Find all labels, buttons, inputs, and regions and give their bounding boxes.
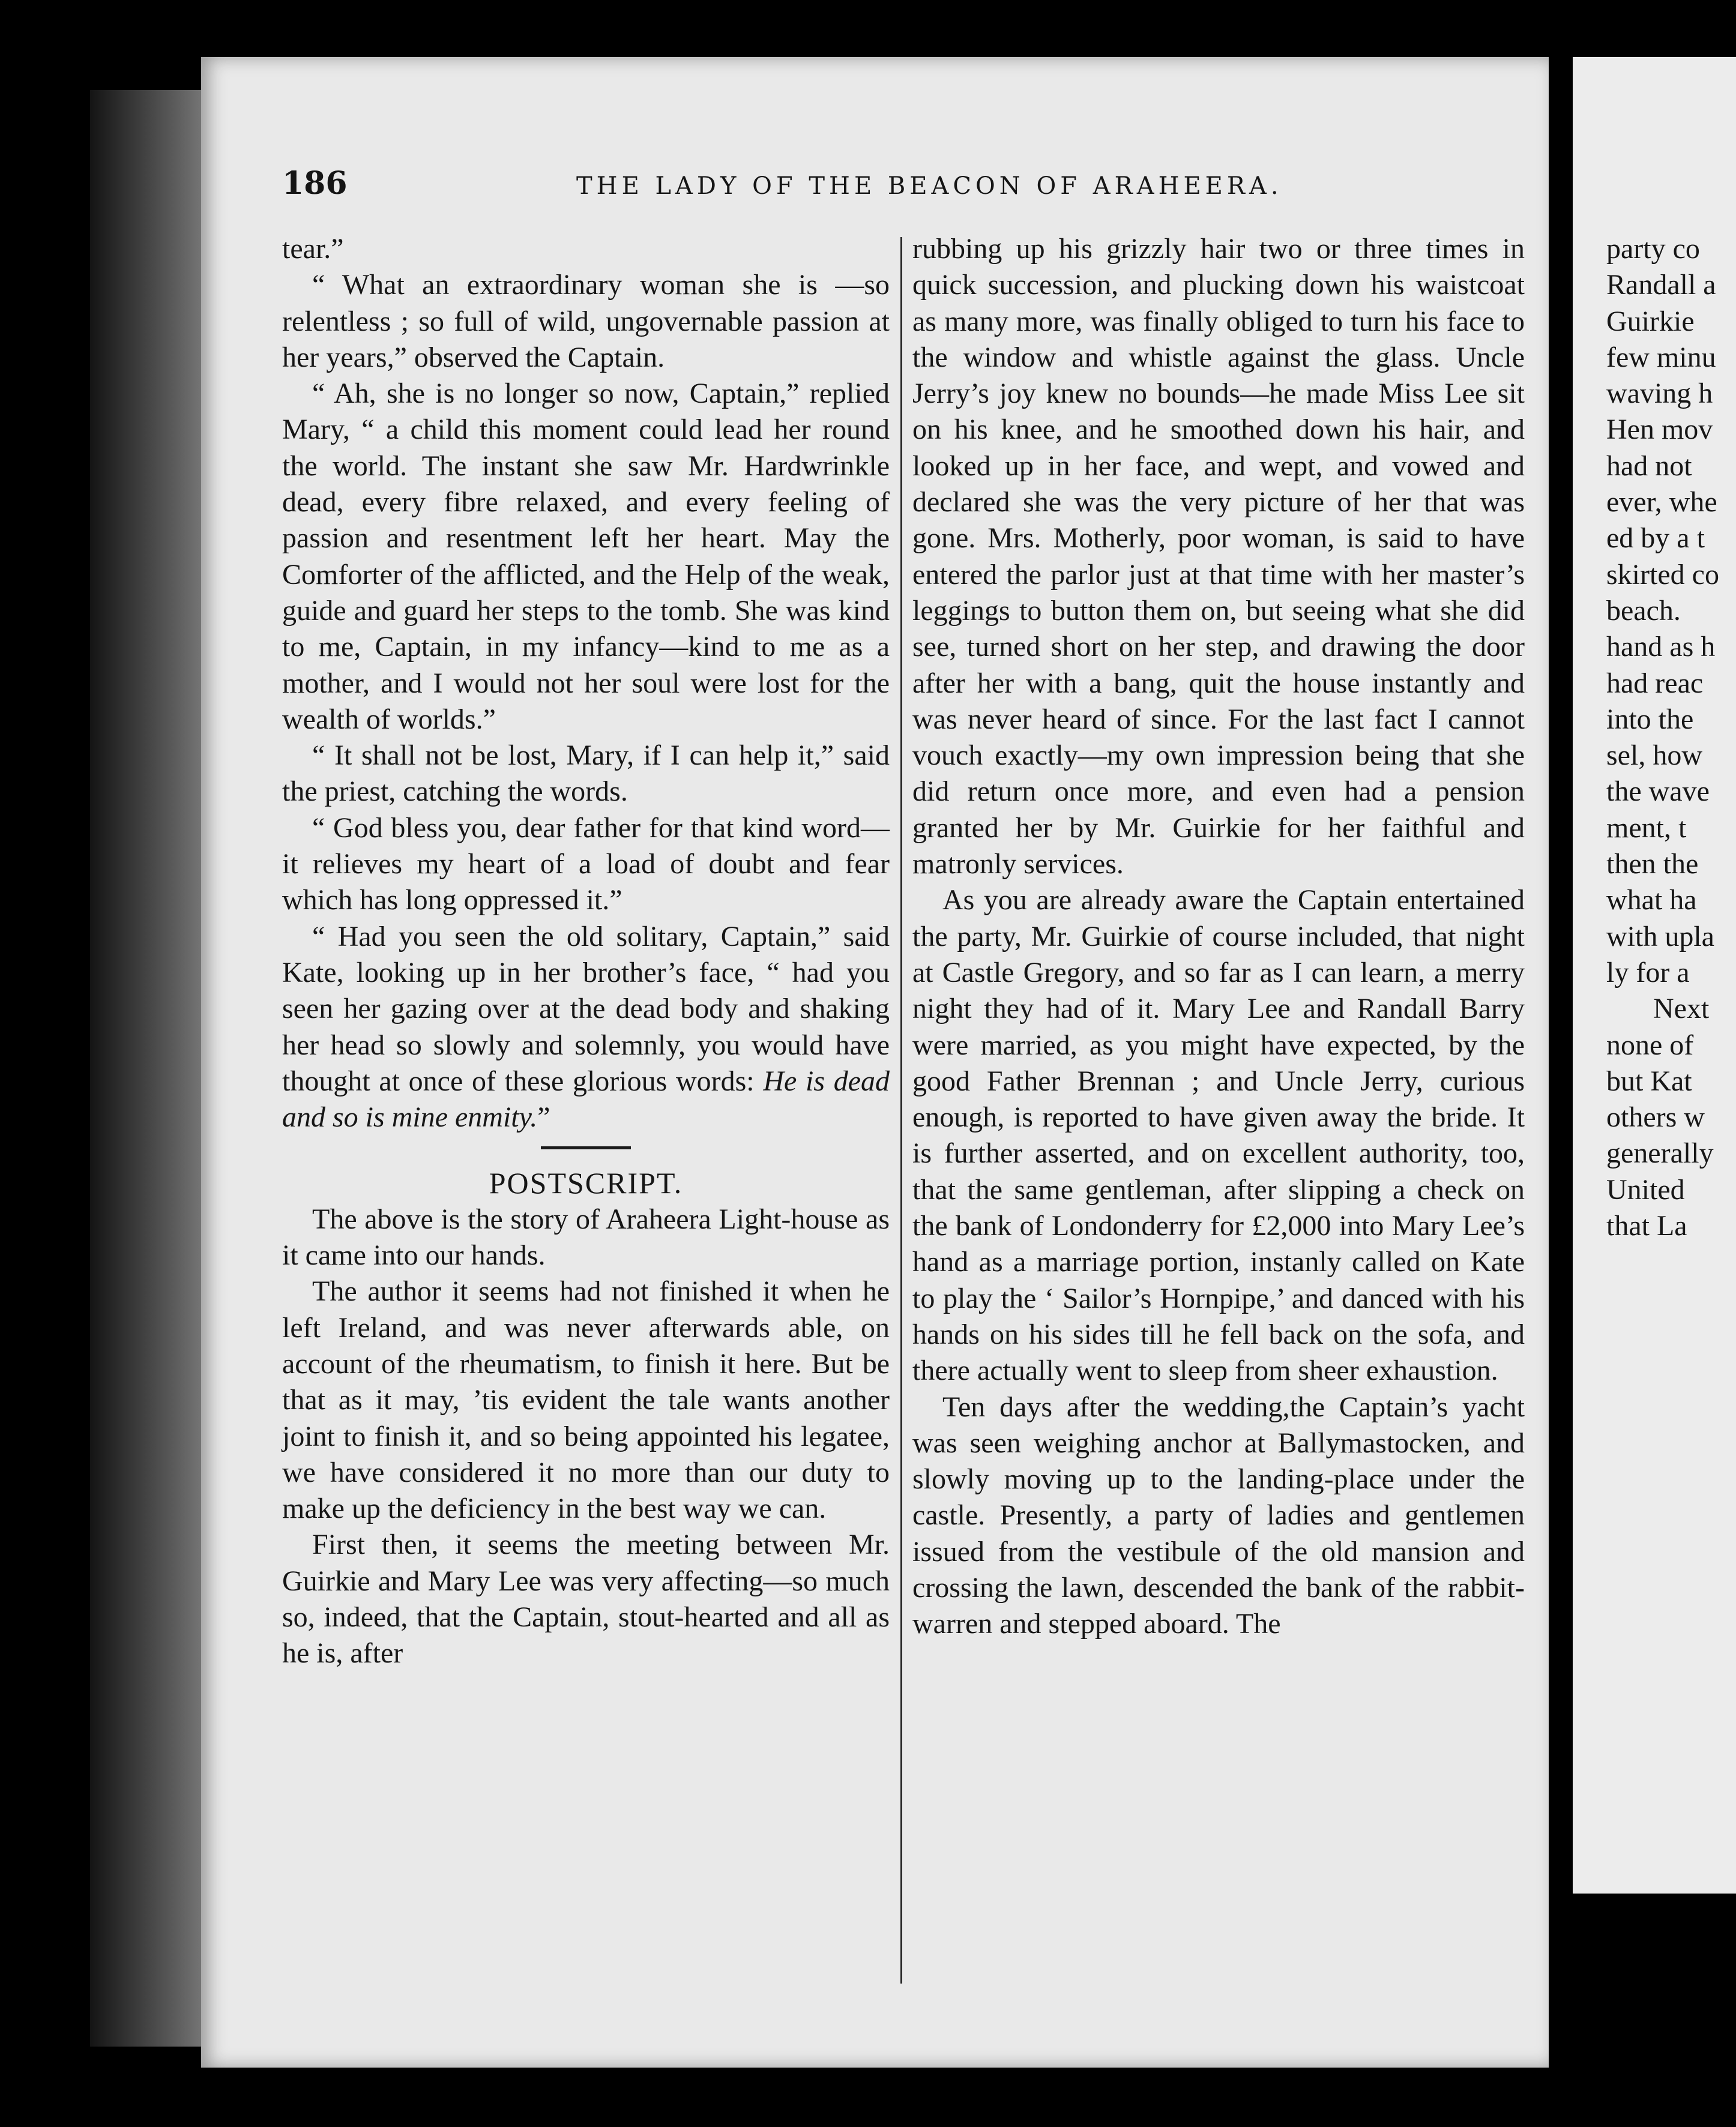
text-fragment: into the [1606,703,1694,735]
text-fragment: skirted co [1606,558,1719,591]
page-header [282,165,1525,213]
paragraph: The author it seems had not finished it when he left Ireland, and was never afterwards able, on account of the rheumatism, to finish it here. But be that as it may, ’tis evident the tale wants another joint to finish it, and so being appointed his legatee, we have considered it no more than our duty to make up the deficiency in the best way we can. [282,1275,890,1525]
book-spine [90,90,204,2047]
paragraph: “ Ah, she is no longer so now, Captain,” replied Mary, “ a child this moment could lead her round the world. The instant she saw Mr. Hardwrinkle dead, every fibre relaxed, and every feeling of passion and resentment left her heart. May the Comforter of the afflicted, and the Help of the weak, guide and guard her steps to the tomb. She was kind to me, Captain, in my infancy—kind to me as a mother, and I would not her soul were lost for the wealth of worlds.” [282,378,890,735]
left-column [282,231,890,1672]
paragraph: As you are already aware the Captain entertained the party, Mr. Guirkie of course included, that night at Castle Gregory, and so far as I can learn, a merry night they had of it. Mary Lee and Randall Barry were married, as you might have expected, by the good Father Brennan ; and Uncle Jerry, curious enough, is reported to have given away the bride. It is further asserted, and on excellent authority, too, that the same gentleman, after slipping a check on the bank of Londonderry for £2,000 into Mary Lee’s hand as a marriage portion, instanly called on Kate to play the ‘ Sailor’s Hornpipe,’ and danced with his hands on his sides till he fell back on the sofa, and there actually went to sleep from sheer exhaustion. [912,884,1525,1387]
closing-quote: ” [537,1101,550,1134]
text-fragment: ever, whe [1606,486,1717,519]
right-page-column [1606,231,1736,1244]
text-fragment: sel, how [1606,739,1702,772]
paragraph: Ten days after the wedding,the Captain’s yacht was seen weighing anchor at Ballymastocken, and slowly moving up to the landing-place under the castle. Presently, a party of ladies and gentlemen issued from the vestibule of the old mansion and crossing the lawn, descended the bank of the rabbit-warren and stepped aboard. The [912,1391,1525,1640]
text-fragment: ed by a t [1606,522,1705,555]
column-rule [900,237,902,1984]
text-fragment: Randall a [1606,269,1716,301]
paragraph: “ What an extraordinary woman she is —so relentless ; so full of wild, ungovernable passion at her years,” observed the Captain. [282,269,890,373]
section-divider [541,1146,631,1149]
text-fragment: Hen mov [1606,414,1713,446]
text-fragment: had not [1606,450,1692,482]
text-fragment: but Kat [1606,1065,1692,1097]
text-fragment: United [1606,1173,1685,1206]
text-fragment: had reac [1606,667,1704,699]
text-fragment: ly for a [1606,956,1690,988]
paragraph: “ It shall not be lost, Mary, if I can help it,” said the priest, catching the words. [282,739,890,808]
text-fragment: few minu [1606,341,1716,373]
postscript-heading: POSTSCRIPT. [489,1166,683,1200]
middle-column [912,231,1525,1643]
paragraph: First then, it seems the meeting between Mr. Guirkie and Mary Lee was very affecting—so much so, indeed, that the Captain, stout-hearted and all as he is, after [282,1529,890,1670]
running-title: THE LADY OF THE BEACON OF ARAHEERA. [576,172,1283,200]
paragraph: tear.” [282,233,344,265]
paragraph: The above is the story of Araheera Light-house as it came into our hands. [282,1203,890,1272]
text-fragment: generally [1606,1137,1714,1170]
scripture-quote: He is dead and so is mine enmity. [282,1065,890,1134]
text-fragment: others w [1606,1101,1705,1134]
kate-paragraph [282,919,890,1136]
text-fragment: the wave [1606,775,1710,808]
text-fragment: what ha [1606,884,1697,916]
text-fragment: beach. [1606,594,1681,627]
text-fragment: Next [1653,993,1710,1025]
page-number: 186 [282,165,348,202]
text-fragment: Guirkie [1606,305,1695,337]
text-fragment: waving h [1606,378,1713,410]
text-fragment: that La [1606,1210,1687,1242]
text-fragment: with upla [1606,920,1714,952]
kate-text: “ Had you seen the old solitary, Captain,” said Kate, looking up in her brother’s face, “ had you seen her gazing over at the dead body and shaking her head so slowly and solemnly, you would have thought at once of these glorious words: [282,920,890,1097]
text-fragment: ment, t [1606,811,1687,844]
text-fragment: party co [1606,233,1700,265]
text-fragment: hand as h [1606,631,1716,663]
text-fragment: then the [1606,848,1699,880]
paragraph: rubbing up his grizzly hair two or three times in quick succession, and plucking down his waistcoat as many more, was finally obliged to turn his face to the window and whistle against the glass. Uncle Jerry’s joy knew no bounds—he made Miss Lee sit on his knee, and he smoothed down his hair, and looked up in her face, and wept, and vowed and declared she was the very picture of her that was gone. Mrs. Motherly, poor woman, is said to have entered the parlor just at that time with her master’s leggings to button them on, but seeing what she did see, turned short on her step, and drawing the door after her with a bang, quit the house instantly and was never heard of since. For the last fact I cannot vouch exactly—my own impression being that she did return once more, and even had a pension granted her by Mr. Guirkie for her faithful and matronly services. [912,233,1525,880]
text-fragment: none of [1606,1029,1694,1061]
paragraph: “ God bless you, dear father for that kind word—it relieves my heart of a load of doubt and fear which has long oppressed it.” [282,811,890,916]
